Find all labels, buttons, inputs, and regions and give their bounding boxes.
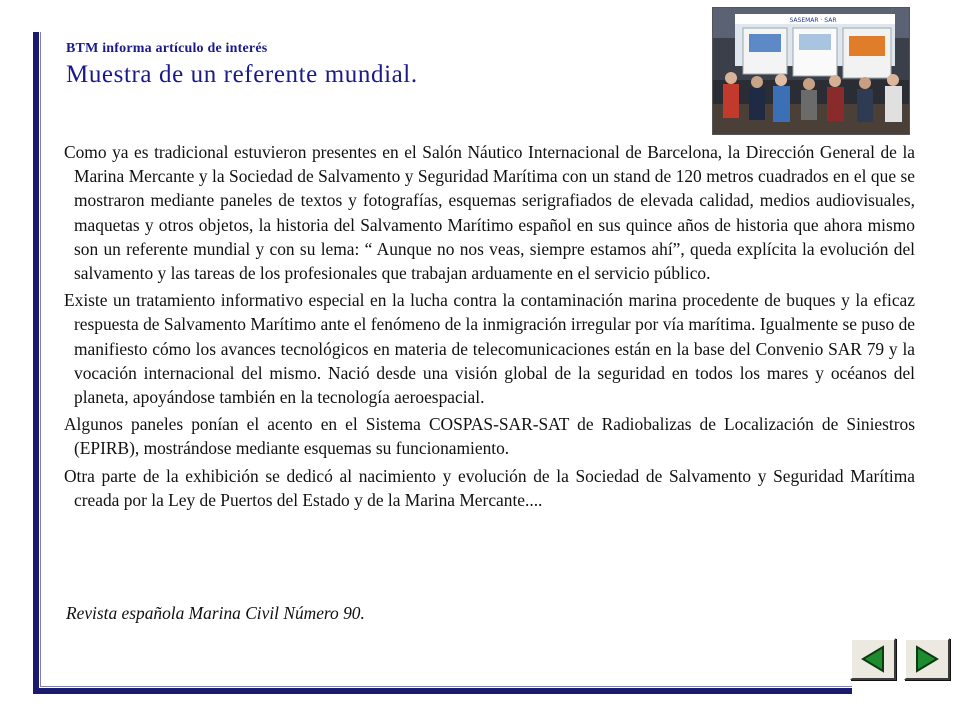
- previous-slide-button[interactable]: [850, 638, 896, 680]
- article-paragraph-4: Otra parte de la exhibición se dedicó al nacimiento y evolución de la Sociedad de Salvamento y Seguridad Marítima creada por la Ley de Puertos del Estado y de la Marina Mercante....: [64, 465, 915, 510]
- triangle-left-icon: [859, 645, 887, 673]
- page-title: Muestra de un referente mundial.: [66, 61, 418, 88]
- next-slide-button[interactable]: [904, 638, 950, 680]
- slide-frame-bottom-highlight: [40, 686, 852, 687]
- article-paragraph-3: Algunos paneles ponían el acento en el Sistema COSPAS-SAR-SAT de Radiobalizas de Localización de Siniestros (EPIRB), mostrándose mediante esquemas su funcionamiento.: [64, 414, 915, 459]
- article-kicker: BTM informa artículo de interés: [66, 41, 268, 56]
- article-body: [64, 140, 915, 515]
- article-paragraph-2: Existe un tratamiento informativo especial en la lucha contra la contaminación marina procedente de buques y la eficaz respuesta de Salvamento Marítimo ante el fenómeno de la inmigración irregular por vía marítima. Igualmente se puso de manifiesto cómo los avances tecnológicos en materia de telecomunicaciones están en la base del Convenio SAR 79 y la vocación internacional del mismo. Nació desde una visión global de la seguridad en todos los mares y océanos del planeta, apoyándose también en la tecnología aeroespacial.: [64, 290, 915, 408]
- article-source: Revista española Marina Civil Número 90.: [66, 603, 365, 623]
- svg-text:SASEMAR · SAR: SASEMAR · SAR: [789, 17, 837, 24]
- slide-frame-left-highlight: [40, 32, 41, 687]
- triangle-right-icon: [913, 645, 941, 673]
- article-paragraph-1: Como ya es tradicional estuvieron presentes en el Salón Náutico Internacional de Barcelona, la Dirección General de la Marina Mercante y la Sociedad de Salvamento y Seguridad Marítima con un stand de 120 metros cuadrados en el que se mostraron mediante paneles de textos y fotografías, esquemas serigrafiados de elevada calidad, medios audiovisuales, maquetas y otros objetos, la historia del Salvamento Marítimo español en sus quince años de historia que ahora mismo son un referente mundial y con su lema: “ Aunque no nos veas, siempre estamos ahí”, queda explícita la evolución del salvamento y las tareas de los profesionales que trabajan arduamente en el servicio público.: [64, 142, 915, 284]
- slide-frame-left-border: [33, 32, 39, 692]
- slide-frame-bottom-border: [33, 688, 852, 694]
- exhibition-stand-photo: [712, 7, 910, 135]
